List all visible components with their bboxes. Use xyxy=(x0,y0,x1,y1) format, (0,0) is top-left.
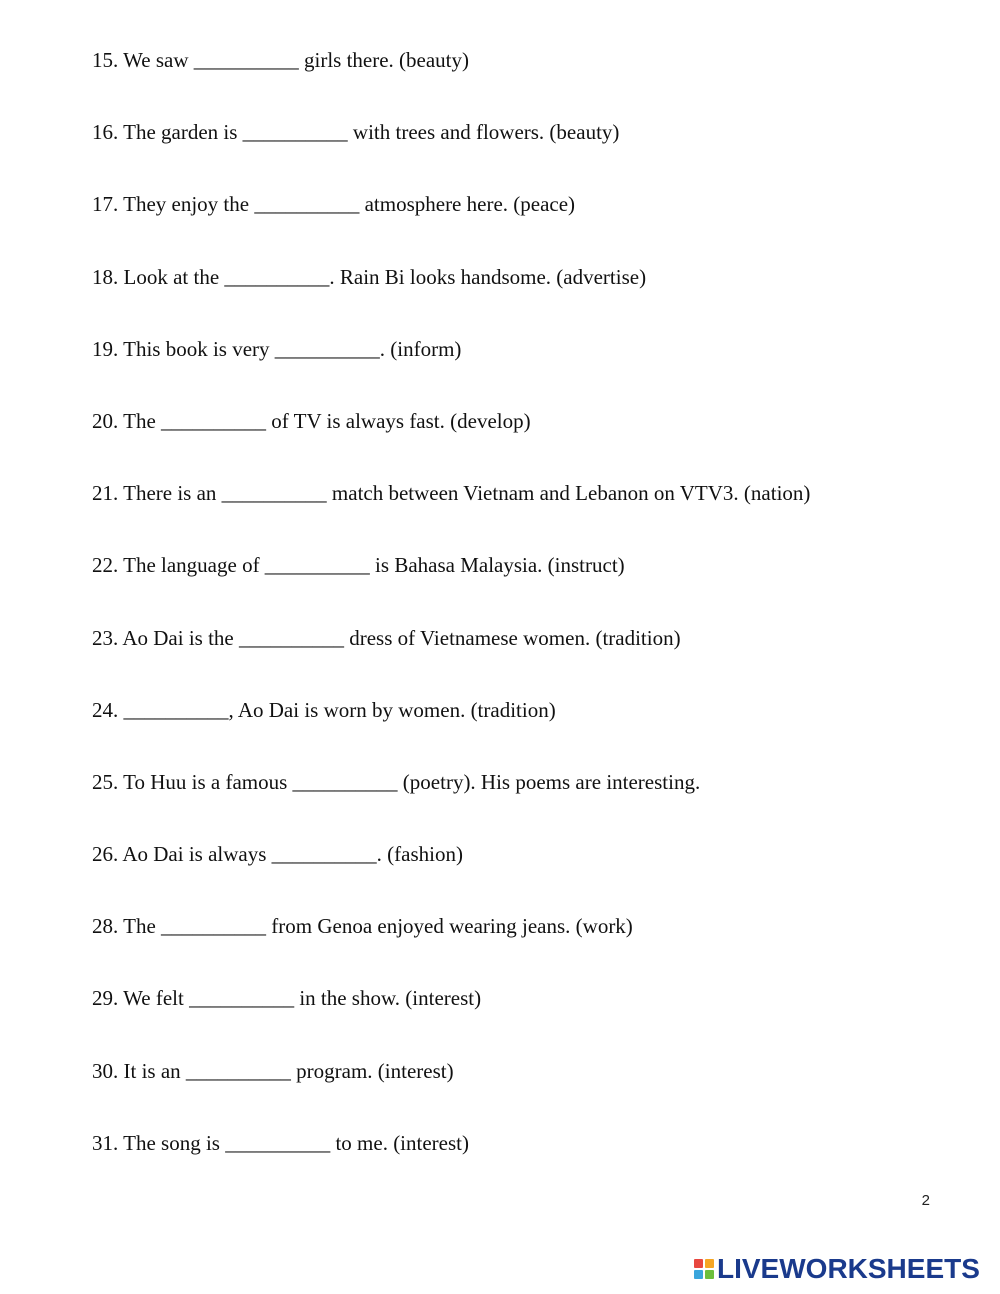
question-30: 30. It is an __________ program. (interest) xyxy=(92,1058,454,1083)
question-18: 18. Look at the __________. Rain Bi looks handsome. (advertise) xyxy=(92,264,647,289)
question-list xyxy=(92,44,972,1199)
question-28: 28. The __________ from Genoa enjoyed wearing jeans. (work) xyxy=(92,914,633,939)
liveworksheets-logo-icon xyxy=(694,1259,714,1279)
question-23: 23. Ao Dai is the __________ dress of Vietnamese women. (tradition) xyxy=(92,625,681,650)
question-21: 21. There is an __________ match between Vietnam and Lebanon on VTV3. (nation) xyxy=(92,481,811,506)
logo-tile-blue xyxy=(694,1270,703,1279)
question-17: 17. They enjoy the __________ atmosphere here. (peace) xyxy=(92,192,576,217)
page-number: 2 xyxy=(921,1192,930,1209)
question-22: 22. The language of __________ is Bahasa Malaysia. (instruct) xyxy=(92,553,625,578)
question-25: 25. To Huu is a famous __________ (poetry). His poems are interesting. xyxy=(92,769,701,794)
question-15: 15. We saw __________ girls there. (beauty) xyxy=(92,48,470,72)
question-24: 24. __________, Ao Dai is worn by women. (tradition) xyxy=(92,697,556,722)
logo-tile-green xyxy=(705,1270,714,1279)
question-20: 20. The __________ of TV is always fast. (develop) xyxy=(92,408,531,433)
liveworksheets-logo-text: LIVEWORKSHEETS xyxy=(717,1253,980,1284)
liveworksheets-logo[interactable] xyxy=(694,1254,980,1284)
question-31: 31. The song is __________ to me. (interest) xyxy=(92,1130,469,1155)
question-16: 16. The garden is __________ with trees and flowers. (beauty) xyxy=(92,120,620,145)
question-29: 29. We felt __________ in the show. (interest) xyxy=(92,986,482,1011)
logo-tile-red xyxy=(694,1259,703,1268)
logo-tile-orange xyxy=(705,1259,714,1268)
question-19: 19. This book is very __________. (inform) xyxy=(92,336,462,361)
question-26: 26. Ao Dai is always __________. (fashion) xyxy=(92,842,463,867)
